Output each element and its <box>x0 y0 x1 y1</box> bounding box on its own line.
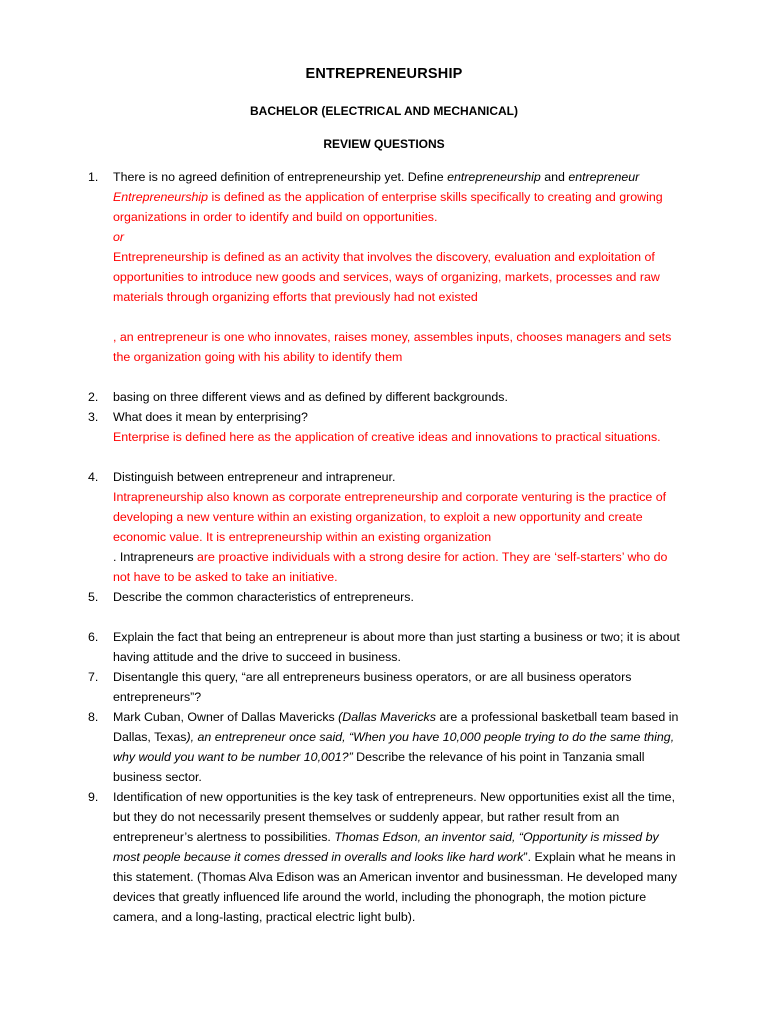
question-text: What does it mean by enterprising? <box>113 410 308 424</box>
question-item <box>88 787 688 927</box>
question-number: 9. <box>88 790 99 804</box>
question-list <box>88 167 688 927</box>
answer-text: Entrepreneurship is defined as an activity that involves the discovery, evaluation and exploitation of opportunities to introduce new goods and services, ways of organizing, markets, processes and raw materials through organizing efforts that previously had not existed <box>113 250 660 304</box>
question-number: 5. <box>88 590 99 604</box>
question-text: basing on three different views and as defined by different backgrounds. <box>113 390 508 404</box>
answer-text: Entrepreneurship is defined as the application of enterprise skills specifically to creating and growing organizations in order to identify and build on opportunities. <box>113 190 663 224</box>
question-number: 4. <box>88 470 99 484</box>
question-item <box>88 467 688 587</box>
question-text: Distinguish between entrepreneur and intrapreneur. <box>113 470 396 484</box>
question-item <box>88 667 688 707</box>
section-heading: REVIEW QUESTIONS <box>323 137 445 151</box>
question-text: Describe the common characteristics of entrepreneurs. <box>113 590 414 604</box>
question-item <box>88 627 688 667</box>
question-item <box>88 707 688 787</box>
question-number: 7. <box>88 670 99 684</box>
question-text: Identification of new opportunities is the key task of entrepreneurs. New opportunities exist all the time, but they do not necessarily present themselves or suddenly appear, but rather result from an entrepreneur’s alertness to possibilities. Thomas Edson, an inventor said, “Opportunity is missed by most people because it comes dressed in overalls and looks like hard work”. Explain what he means in this statement. (Thomas Alva Edison was an American inventor and businessman. He developed many devices that greatly influenced life around the world, including the phonograph, the motion picture camera, and a long-lasting, practical electric light bulb). <box>113 790 678 924</box>
question-text: Disentangle this query, “are all entrepreneurs business operators, or are all business operators entrepreneurs”? <box>113 670 632 704</box>
question-item <box>88 387 688 407</box>
question-number: 8. <box>88 710 99 724</box>
question-number: 6. <box>88 630 99 644</box>
question-number: 3. <box>88 410 99 424</box>
document-title: ENTREPRENEURSHIP <box>305 66 463 82</box>
question-number: 1. <box>88 170 99 184</box>
question-item <box>88 167 688 367</box>
answer-text: Intrapreneurship also known as corporate entrepreneurship and corporate venturing is the practice of developing a new venture within an existing organization, to exploit a new opportunity and create economic value. It is entrepreneurship within an existing organization <box>113 490 667 544</box>
question-item <box>88 587 688 607</box>
answer-text: , an entrepreneur is one who innovates, raises money, assembles inputs, chooses managers and sets the organization going with his ability to identify them <box>113 330 672 364</box>
question-item <box>88 407 688 447</box>
answer-or: or <box>113 230 125 244</box>
question-text: Mark Cuban, Owner of Dallas Mavericks (Dallas Mavericks are a professional basketball team based in Dallas, Texas), an entrepreneur once said, “When you have 10,000 people trying to do the same thing, why would you want to be number 10,001?” Describe the relevance of his point in Tanzania small business sector. <box>113 710 679 784</box>
document-subtitle: BACHELOR (ELECTRICAL AND MECHANICAL) <box>250 104 518 118</box>
question-number: 2. <box>88 390 99 404</box>
answer-text: Enterprise is defined here as the application of creative ideas and innovations to practical situations. <box>113 430 661 444</box>
question-text: There is no agreed definition of entrepreneurship yet. Define entrepreneurship and entrepreneur <box>113 170 640 184</box>
question-text: Explain the fact that being an entrepreneur is about more than just starting a business or two; it is about having attitude and the drive to succeed in business. <box>113 630 680 664</box>
answer-text: . Intrapreneurs are proactive individuals with a strong desire for action. They are ‘self-starters’ who do not have to be asked to take an initiative. <box>113 550 668 584</box>
